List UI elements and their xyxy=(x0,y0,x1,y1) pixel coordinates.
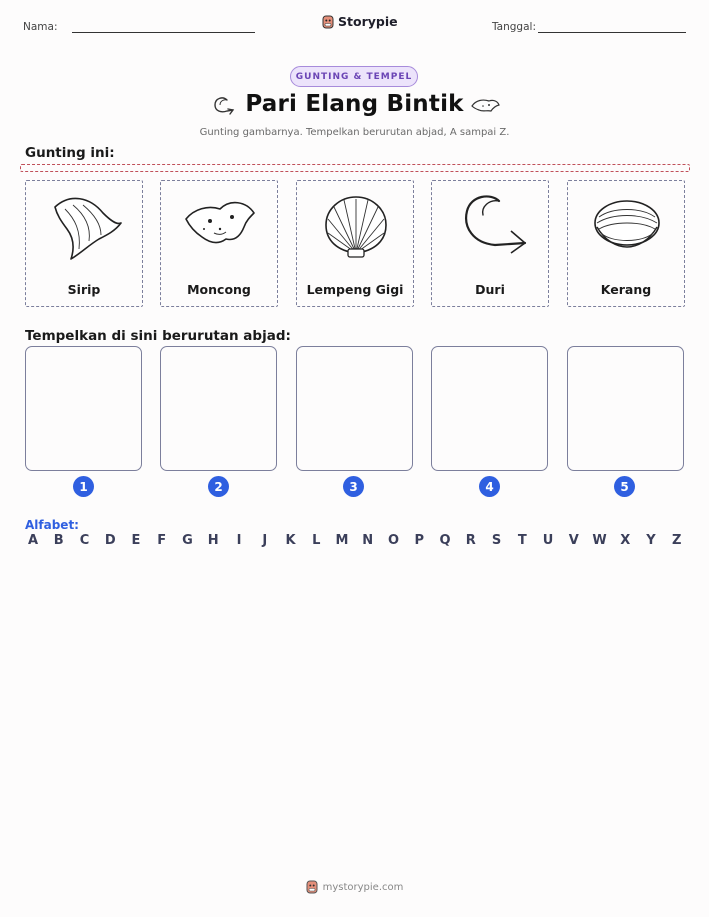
alphabet-letter: U xyxy=(542,533,554,548)
slot-number-2: 2 xyxy=(208,476,229,497)
footer-link[interactable]: mystorypie.com xyxy=(322,881,404,893)
card-label: Duri xyxy=(475,282,505,297)
alphabet-letter: Y xyxy=(646,533,656,548)
card-label: Kerang xyxy=(600,282,652,297)
alphabet-letter: T xyxy=(517,533,527,548)
card-label: Sirip xyxy=(67,282,101,297)
alphabet-letter: X xyxy=(620,533,631,548)
alphabet-letter: B xyxy=(53,533,64,548)
alphabet-letter: M xyxy=(335,533,349,548)
card-label: Lempeng Gigi xyxy=(306,282,404,297)
date-label: Tanggal: xyxy=(492,21,536,33)
alphabet-row xyxy=(25,533,685,548)
cut-card-moncong[interactable] xyxy=(160,180,278,307)
cut-card-kerang[interactable] xyxy=(567,180,685,307)
alphabet-letter: F xyxy=(157,533,167,548)
alphabet-letter: P xyxy=(414,533,425,548)
slot-number-4: 4 xyxy=(479,476,500,497)
name-label: Nama: xyxy=(23,21,58,33)
alphabet-letter: C xyxy=(79,533,90,548)
activity-badge: GUNTING & TEMPEL xyxy=(290,66,418,87)
ray-small-icon xyxy=(469,96,501,116)
alphabet-letter: Q xyxy=(439,533,451,548)
footer xyxy=(0,880,709,894)
alphabet-letter: V xyxy=(568,533,579,548)
paste-box-2[interactable] xyxy=(160,346,277,471)
name-write-line xyxy=(72,32,255,33)
barb-icon xyxy=(451,187,531,267)
alphabet-letter: L xyxy=(312,533,321,548)
alphabet-letter: W xyxy=(592,533,607,548)
alphabet-letter: N xyxy=(362,533,374,548)
alphabet-letter: I xyxy=(236,533,242,548)
alphabet-label: Alfabet: xyxy=(25,518,79,532)
cut-card-lempeng-gigi[interactable] xyxy=(296,180,414,307)
alphabet-letter: K xyxy=(285,533,296,548)
fin-icon xyxy=(45,187,125,267)
slot-number-3: 3 xyxy=(343,476,364,497)
alphabet-letter: H xyxy=(207,533,219,548)
date-write-line xyxy=(538,32,686,33)
cut-card-duri[interactable] xyxy=(431,180,549,307)
shell-plate-icon xyxy=(316,187,396,267)
snout-ray-icon xyxy=(180,187,260,267)
paste-box-1[interactable] xyxy=(25,346,142,471)
paste-box-5[interactable] xyxy=(567,346,684,471)
page-title: Pari Elang Bintik xyxy=(245,91,464,117)
brand-name: Storypie xyxy=(338,14,398,29)
alphabet-letter: D xyxy=(104,533,116,548)
alphabet-letter: J xyxy=(262,533,268,548)
alphabet-letter: G xyxy=(182,533,193,548)
storypie-mascot-icon xyxy=(306,880,318,894)
cut-card-sirip[interactable] xyxy=(25,180,143,307)
paste-box-3[interactable] xyxy=(296,346,413,471)
card-label: Moncong xyxy=(187,282,251,297)
storypie-mascot-icon xyxy=(322,15,334,29)
instructions: Gunting gambarnya. Tempelkan berurutan abjad, A sampai Z. xyxy=(199,127,510,138)
alphabet-letter: R xyxy=(465,533,476,548)
alphabet-letter: E xyxy=(131,533,141,548)
alphabet-letter: O xyxy=(387,533,400,548)
paste-box-4[interactable] xyxy=(431,346,548,471)
brand-logo xyxy=(322,14,398,29)
slot-number-5: 5 xyxy=(614,476,635,497)
alphabet-letter: Z xyxy=(672,533,682,548)
clam-icon xyxy=(587,187,667,267)
alphabet-letter: S xyxy=(491,533,502,548)
paste-section-label: Tempelkan di sini berurutan abjad: xyxy=(25,328,291,344)
slot-number-1: 1 xyxy=(73,476,94,497)
cut-dashed-line xyxy=(20,164,690,172)
cut-section-label: Gunting ini: xyxy=(25,145,115,161)
alphabet-letter: A xyxy=(27,533,39,548)
